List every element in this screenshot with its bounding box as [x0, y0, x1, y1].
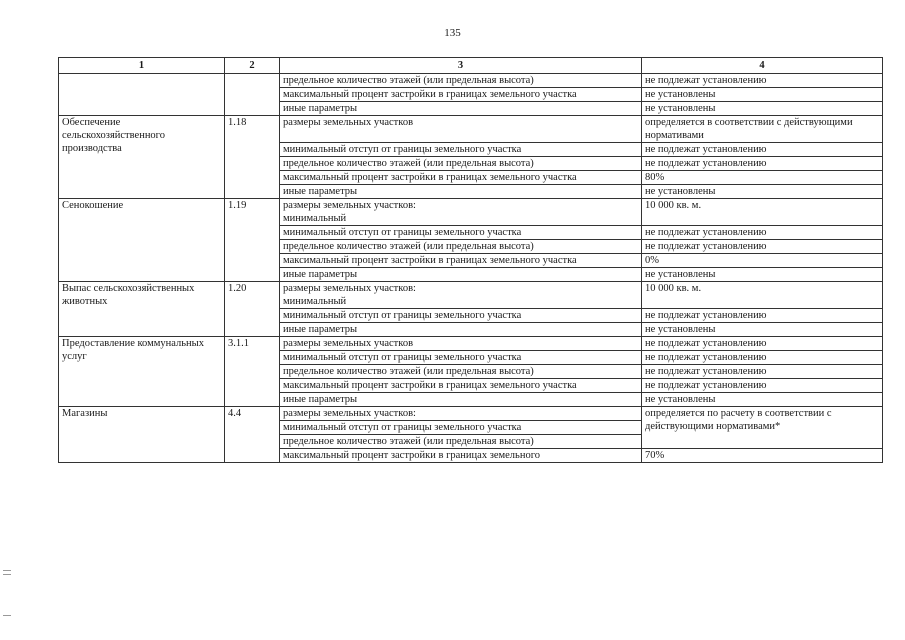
param-text: размеры земельных участков:	[280, 407, 642, 421]
param-text: максимальный процент застройки в границах земельного участка	[280, 379, 642, 393]
param-text: максимальный процент застройки в границах земельного	[280, 449, 642, 463]
param-value: не установлены	[642, 185, 883, 199]
param-text: минимальный отступ от границы земельного участка	[280, 421, 642, 435]
param-value: определяется по расчету в соответствии с действующими нормативами*	[642, 407, 883, 449]
header-col-1: 1	[59, 58, 225, 74]
header-row	[59, 58, 883, 74]
param-value: определяется в соответствии с действующими нормативами	[642, 116, 883, 143]
use-name-cell	[59, 74, 225, 116]
header-col-4: 4	[642, 58, 883, 74]
param-value: не установлены	[642, 323, 883, 337]
param-text: максимальный процент застройки в границах земельного участка	[280, 171, 642, 185]
param-value: не подлежат установлению	[642, 74, 883, 88]
table-row	[59, 74, 883, 88]
table-row	[59, 337, 883, 351]
use-name: Предоставление коммунальных услуг	[59, 337, 225, 407]
param-value: не подлежат установлению	[642, 240, 883, 254]
param-text: максимальный процент застройки в границах земельного участка	[280, 88, 642, 102]
use-code-cell	[225, 74, 280, 116]
param-value: не подлежат установлению	[642, 365, 883, 379]
param-text: минимальный отступ от границы земельного участка	[280, 309, 642, 323]
param-value: не подлежат установлению	[642, 226, 883, 240]
use-name: Выпас сельскохозяйственных животных	[59, 282, 225, 337]
param-value: не установлены	[642, 393, 883, 407]
param-value: не подлежат установлению	[642, 309, 883, 323]
use-code: 3.1.1	[225, 337, 280, 407]
param-text: иные параметры	[280, 323, 642, 337]
param-text: максимальный процент застройки в границах земельного участка	[280, 254, 642, 268]
param-value: не подлежат установлению	[642, 157, 883, 171]
param-text: размеры земельных участков	[280, 337, 642, 351]
param-value: не установлены	[642, 268, 883, 282]
header-col-2: 2	[225, 58, 280, 74]
table-body	[59, 74, 883, 463]
param-value: 10 000 кв. м.	[642, 282, 883, 309]
use-name: Сенокошение	[59, 199, 225, 282]
param-text: минимальный отступ от границы земельного участка	[280, 143, 642, 157]
table-row	[59, 116, 883, 143]
param-text: предельное количество этажей (или предельная высота)	[280, 435, 642, 449]
param-text: минимальный отступ от границы земельного участка	[280, 226, 642, 240]
use-name: Магазины	[59, 407, 225, 463]
param-value: не установлены	[642, 88, 883, 102]
use-code: 1.20	[225, 282, 280, 337]
use-code: 1.18	[225, 116, 280, 199]
param-value: 10 000 кв. м.	[642, 199, 883, 226]
param-value: 80%	[642, 171, 883, 185]
param-value: не подлежат установлению	[642, 351, 883, 365]
param-value: не подлежат установлению	[642, 379, 883, 393]
page-number: 135	[444, 27, 461, 39]
regulations-table	[58, 57, 883, 463]
table-row	[59, 199, 883, 226]
param-text: иные параметры	[280, 102, 642, 116]
param-text: размеры земельных участков	[280, 116, 642, 143]
param-text: предельное количество этажей (или предельная высота)	[280, 365, 642, 379]
param-value: не установлены	[642, 102, 883, 116]
use-code: 1.19	[225, 199, 280, 282]
param-text: размеры земельных участков: минимальный	[280, 199, 642, 226]
param-text: иные параметры	[280, 185, 642, 199]
param-text: предельное количество этажей (или предельная высота)	[280, 157, 642, 171]
param-text: минимальный отступ от границы земельного участка	[280, 351, 642, 365]
use-name: Обеспечение сельскохозяйственного производства	[59, 116, 225, 199]
use-code: 4.4	[225, 407, 280, 463]
param-text: размеры земельных участков: минимальный	[280, 282, 642, 309]
param-value: не подлежат установлению	[642, 337, 883, 351]
param-text: предельное количество этажей (или предельная высота)	[280, 240, 642, 254]
param-text: иные параметры	[280, 268, 642, 282]
table-row	[59, 282, 883, 309]
param-text: иные параметры	[280, 393, 642, 407]
param-text: предельное количество этажей (или предельная высота)	[280, 74, 642, 88]
param-value: 70%	[642, 449, 883, 463]
param-value: не подлежат установлению	[642, 143, 883, 157]
table-row	[59, 407, 883, 421]
header-col-3: 3	[280, 58, 642, 74]
scan-edge-marks	[3, 570, 11, 619]
param-value: 0%	[642, 254, 883, 268]
